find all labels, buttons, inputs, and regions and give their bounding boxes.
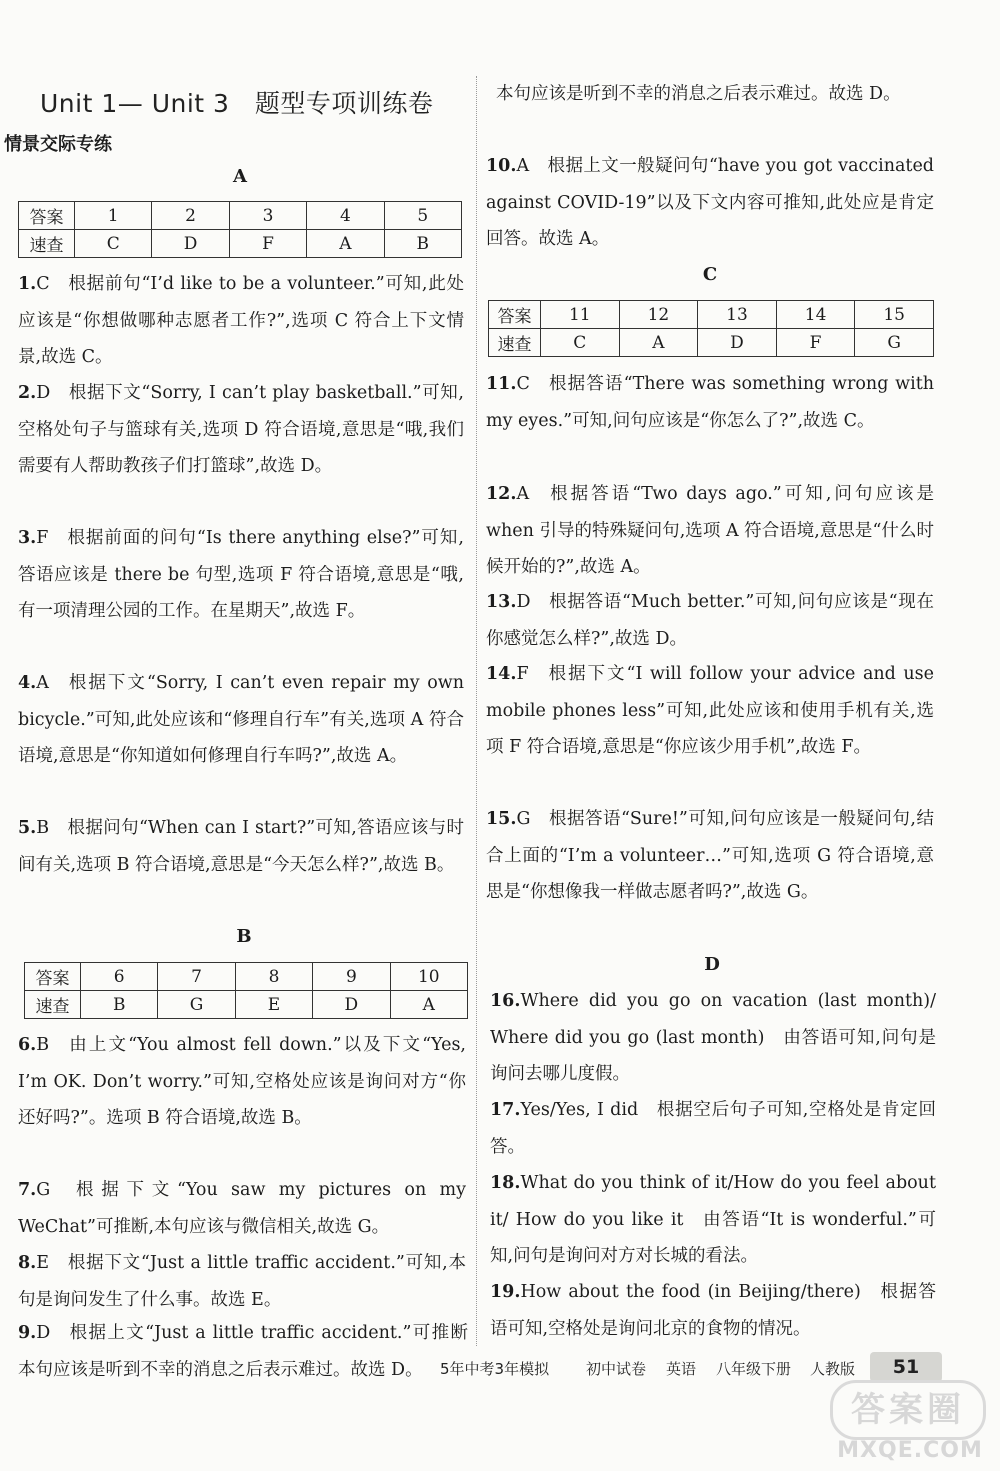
item-text: 根据答语“Sure!”可知,问句应该是一般疑问句,结合上面的“I’m a volunteer…”可知,选项 G 符合语境,意思是“你想像我一样做志愿者吗?”,故选 G。 [486, 809, 934, 902]
item-number: 5. [18, 818, 37, 838]
answer-cell: A [390, 991, 467, 1019]
answer-cell: F [776, 329, 855, 357]
question-number: 5 [384, 202, 461, 230]
explanation-item [18, 665, 464, 775]
explanation-item [486, 656, 934, 766]
explanation-item [18, 1027, 466, 1137]
column-divider [476, 76, 477, 1346]
footer-grade: 八年级下册 [716, 1360, 792, 1378]
explanation-item [18, 520, 464, 630]
watermark-url: MXQE.COM [837, 1438, 983, 1463]
answer-table-a [18, 201, 462, 258]
table-label: 速查 [25, 991, 81, 1019]
item-answer: C [516, 374, 530, 394]
answer-cell: D [698, 329, 777, 357]
explanation-item [486, 476, 934, 586]
item-text: 根据空后句子可知,空格处是肯定回答。 [490, 1100, 936, 1157]
answer-cell: F [229, 230, 306, 258]
item-number: 15. [486, 809, 517, 829]
item-answer: F [36, 528, 49, 548]
item-number: 12. [486, 484, 517, 504]
answer-cell: E [235, 991, 312, 1019]
explanation-item [18, 810, 464, 883]
explanation-item [486, 366, 934, 439]
footer-type: 初中试卷 [586, 1360, 647, 1378]
item-text: 由答语可知,问句是询问去哪儿度假。 [490, 1027, 936, 1084]
item-answer: G [36, 1180, 51, 1200]
explanation-item [18, 1315, 468, 1380]
page-number: 51 [870, 1352, 942, 1382]
question-number: 2 [152, 202, 229, 230]
item-text-continued: 本句应该是听到不幸的消息之后表示难过。故选 D。 [496, 84, 901, 104]
item-text: 根据问句“When can I start?”可知,答语应该与时间有关,选项 B 符合语境,意思是“今天怎么样?”,故选 B。 [18, 818, 464, 875]
footer-edition: 人教版 [810, 1360, 856, 1378]
item-answer: C [36, 274, 50, 294]
answer-cell: B [384, 230, 461, 258]
item-text: 根据上文一般疑问句“have you got vaccinated against COVID-19”以及下文内容可推知,此处应是肯定回答。故选 A。 [486, 156, 934, 249]
item-answer: B [36, 818, 50, 838]
item-text: 根据下文“I will follow your advice and use mobile phones less”可知,此处应该和使用手机有关,选项 F 符合语境,意思是“你应该少用手机”,故选 F。 [486, 664, 934, 757]
watermark-logo [830, 1380, 990, 1468]
item-number: 14. [486, 664, 517, 684]
question-number: 10 [390, 963, 467, 991]
item-answer: Yes/Yes, I did [520, 1100, 639, 1120]
item-number: 4. [18, 673, 37, 693]
item-text: 根据下文“You saw my pictures on my WeChat”可推断,本句应该与微信相关,故选 G。 [18, 1180, 466, 1237]
table-row [19, 230, 462, 258]
question-number: 9 [313, 963, 390, 991]
table-label: 答案 [489, 301, 541, 329]
item-answer: D [36, 1323, 51, 1343]
table-row [489, 329, 934, 357]
explanation-item [18, 375, 464, 485]
table-label: 答案 [25, 963, 81, 991]
table-row [25, 991, 468, 1019]
question-number: 14 [776, 301, 855, 329]
explanation-item [486, 148, 934, 258]
item-text: 根据前面的问句“Is there anything else?”可知,答语应该是 there be 句型,选项 F 符合语境,意思是“哦,有一项清理公园的工作。在星期天”,故选 F。 [18, 528, 464, 621]
question-number: 1 [75, 202, 152, 230]
section-heading: 情景交际专练 [4, 134, 112, 155]
answer-cell: A [307, 230, 384, 258]
explanation-item [490, 1165, 936, 1275]
explanation-item [490, 983, 936, 1093]
item-answer: F [516, 664, 529, 684]
item-number: 13. [486, 592, 517, 612]
item-number: 3. [18, 528, 37, 548]
question-number: 8 [235, 963, 312, 991]
item-answer: E [36, 1253, 50, 1273]
footer-series: 5年中考3年模拟 [440, 1360, 550, 1378]
item-number: 19. [490, 1282, 521, 1302]
item-text: 根据答语“Much better.”可知,问句应该是“现在你感觉怎么样?”,故选 D。 [486, 592, 934, 649]
explanation-item [486, 584, 934, 657]
table-row [489, 301, 934, 329]
item-answer: B [36, 1035, 50, 1055]
item-text: 根据答语“Two days ago.”可知,问句应该是 when 引导的特殊疑问句,选项 A 符合语境,意思是“什么时候开始的?”,故选 A。 [486, 484, 934, 577]
explanation-item [18, 1172, 466, 1245]
answer-cell: C [541, 329, 620, 357]
item-text: 根据上文“Just a little traffic accident.”可推断本句应该是听到不幸的消息之后表示难过。故选 D。 [18, 1323, 468, 1380]
item-number: 9. [18, 1323, 37, 1343]
table-label: 答案 [19, 202, 75, 230]
explanation-item-continued [496, 76, 936, 113]
item-answer: D [516, 592, 531, 612]
explanation-item [18, 1245, 466, 1318]
item-text: 根据答语可知,空格处是询问北京的食物的情况。 [490, 1282, 936, 1339]
item-answer: A [516, 484, 530, 504]
table-row [19, 202, 462, 230]
item-text: 根据前句“I’d like to be a volunteer.”可知,此处应该是“你想做哪种志愿者工作?”,选项 C 符合上下文情景,故选 C。 [18, 274, 464, 367]
item-number: 7. [18, 1180, 37, 1200]
part-d-heading: D [704, 954, 720, 975]
table-row [25, 963, 468, 991]
part-a-heading: A [233, 166, 247, 187]
item-number: 6. [18, 1035, 37, 1055]
footer-subject: 英语 [666, 1360, 697, 1378]
question-number: 6 [81, 963, 158, 991]
item-answer: G [516, 809, 531, 829]
item-number: 8. [18, 1253, 37, 1273]
answer-table-b [24, 962, 468, 1019]
part-b-heading: B [236, 926, 252, 947]
page-footer [440, 1352, 960, 1382]
item-text: 由上文“You almost fell down.”以及下文“Yes, I’m OK. Don’t worry.”可知,空格处应该是询问对方“你还好吗?”。选项 B 符合语境,故选 B。 [18, 1035, 466, 1128]
part-c-heading: C [702, 264, 718, 285]
question-number: 15 [855, 301, 934, 329]
item-number: 16. [490, 991, 521, 1011]
item-number: 11. [486, 374, 517, 394]
item-answer: D [36, 383, 51, 403]
explanation-item [490, 1274, 936, 1347]
item-answer: A [516, 156, 530, 176]
item-text: 根据下文“Sorry, I can’t even repair my own bicycle.”可知,此处应该和“修理自行车”有关,选项 A 符合语境,意思是“你知道如何修理自行车吗?”,故选 A。 [18, 673, 464, 766]
item-number: 2. [18, 383, 37, 403]
item-answer: What do you think of it/How do you feel about it/ How do you like it [490, 1173, 936, 1230]
explanation-item [18, 266, 464, 376]
answer-cell: B [81, 991, 158, 1019]
page-title: Unit 1— Unit 3 题型专项训练卷 [40, 89, 434, 118]
item-text: 根据答语“There was something wrong with my eyes.”可知,问句应该是“你怎么了?”,故选 C。 [486, 374, 934, 431]
question-number: 3 [229, 202, 306, 230]
table-label: 速查 [19, 230, 75, 258]
item-number: 10. [486, 156, 517, 176]
answer-cell: C [75, 230, 152, 258]
item-number: 17. [490, 1100, 521, 1120]
explanation-item [490, 1092, 936, 1165]
table-label: 速查 [489, 329, 541, 357]
answer-cell: D [313, 991, 390, 1019]
watermark-seal: 答案圈 [830, 1380, 986, 1440]
question-number: 11 [541, 301, 620, 329]
question-number: 12 [619, 301, 698, 329]
item-text: 根据下文“Sorry, I can’t play basketball.”可知,空格处句子与篮球有关,选项 D 符合语境,意思是“哦,我们需要有人帮助教孩子们打篮球”,故选 D。 [18, 383, 464, 476]
question-number: 13 [698, 301, 777, 329]
item-answer: How about the food (in Beijing/there) [520, 1282, 861, 1302]
answer-cell: D [152, 230, 229, 258]
item-answer: A [36, 673, 49, 693]
item-answer: Where did you go on vacation (last month)/ Where did you go (last month) [490, 991, 936, 1048]
question-number: 4 [307, 202, 384, 230]
item-text: 根据下文“Just a little traffic accident.”可知,本句是询问发生了什么事。故选 E。 [18, 1253, 466, 1310]
question-number: 7 [158, 963, 235, 991]
item-number: 18. [490, 1173, 521, 1193]
answer-cell: G [158, 991, 235, 1019]
answer-cell: A [619, 329, 698, 357]
item-number: 1. [18, 274, 37, 294]
item-text: 由答语“It is wonderful.”可知,问句是询问对方对长城的看法。 [490, 1209, 936, 1266]
explanation-item [486, 801, 934, 911]
answer-table-c [488, 300, 934, 357]
answer-cell: G [855, 329, 934, 357]
